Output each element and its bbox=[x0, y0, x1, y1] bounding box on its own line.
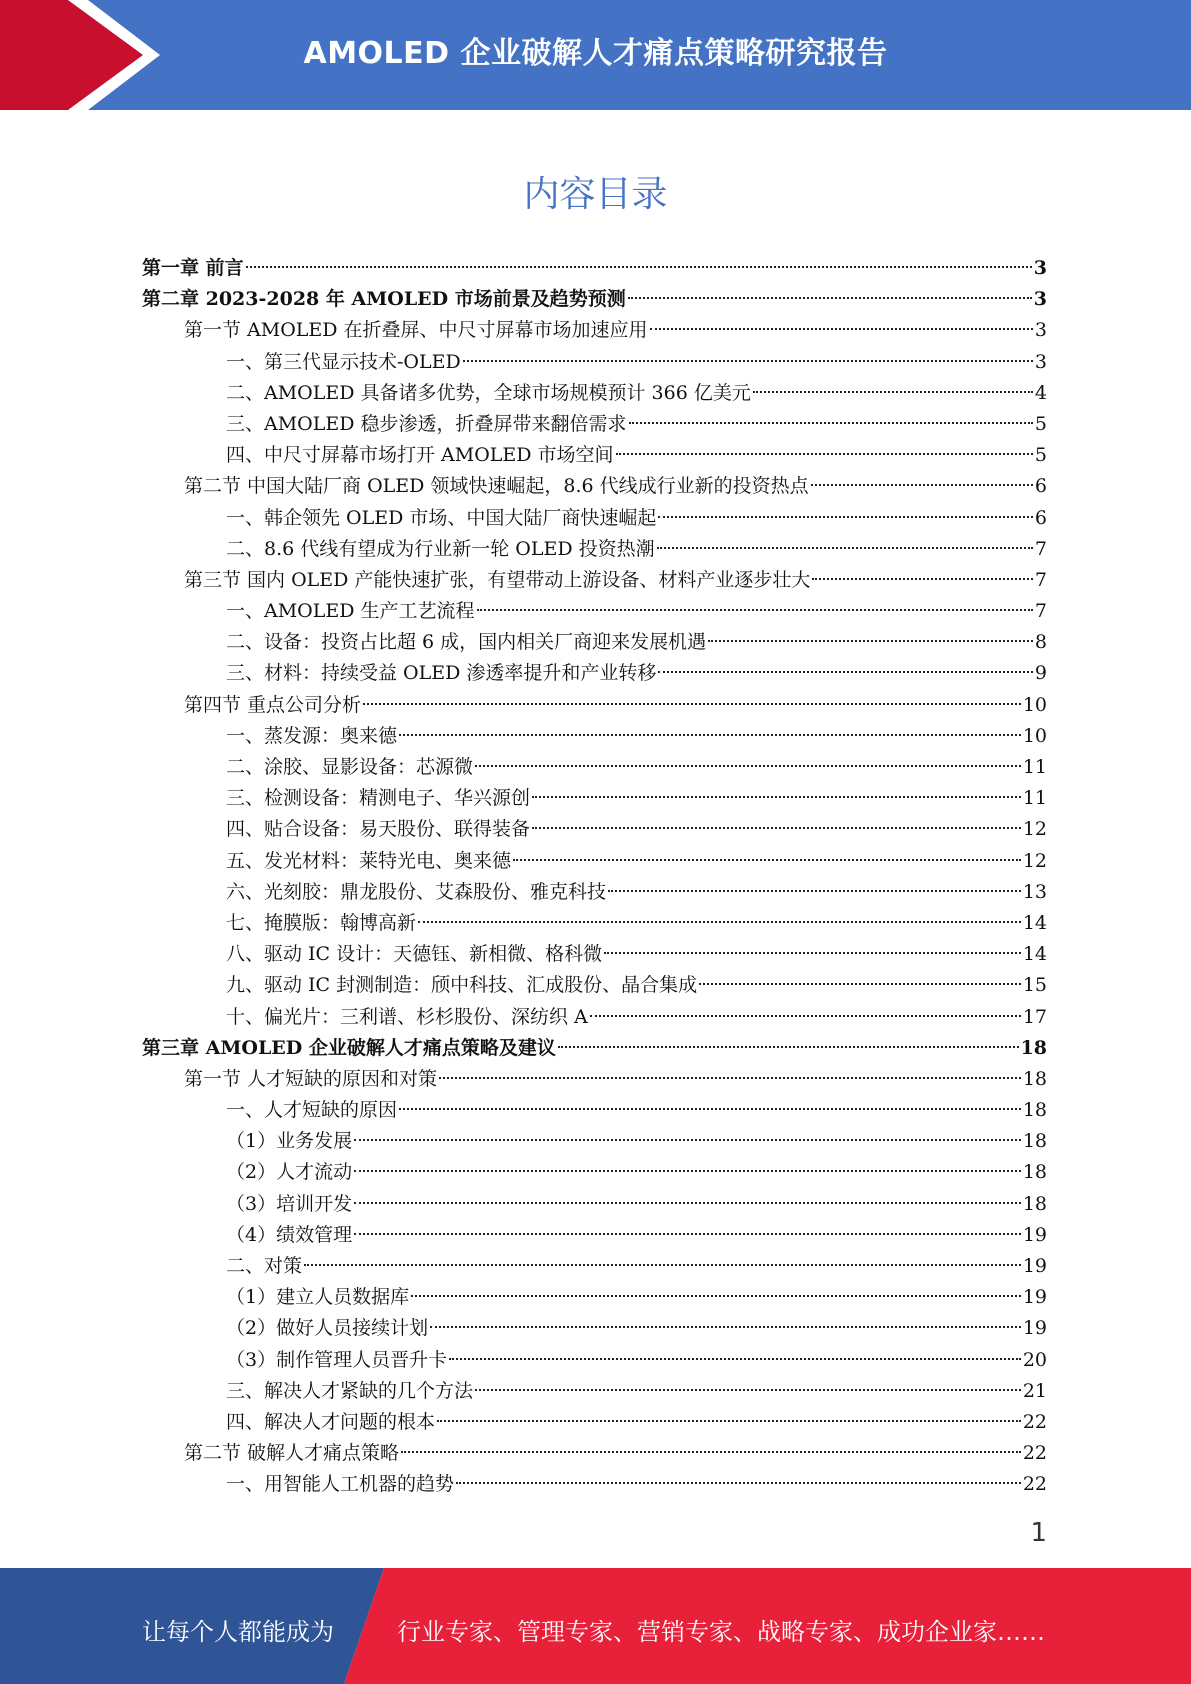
toc-entry-title: 三、材料：持续受益 OLED 渗透率提升和产业转移 bbox=[226, 662, 657, 685]
toc-dot-leader bbox=[437, 1420, 1021, 1422]
toc-entry-page: 17 bbox=[1022, 1005, 1047, 1028]
toc-dot-leader bbox=[608, 890, 1021, 892]
toc-entry-title: 三、解决人才紧缺的几个方法 bbox=[226, 1379, 474, 1402]
toc-entry-title: 二、8.6 代线有望成为行业新一轮 OLED 投资热潮 bbox=[226, 537, 655, 560]
toc-entry-title: 三、AMOLED 稳步渗透，折叠屏带来翻倍需求 bbox=[226, 412, 627, 435]
toc-entry[interactable] bbox=[142, 814, 1047, 845]
toc-entry-page: 14 bbox=[1022, 943, 1047, 966]
toc-entry-page: 18 bbox=[1022, 1192, 1047, 1215]
toc-entry-title: 第三章 AMOLED 企业破解人才痛点策略及建议 bbox=[142, 1036, 556, 1059]
toc-entry-page: 22 bbox=[1022, 1442, 1047, 1465]
toc-entry[interactable] bbox=[142, 503, 1047, 534]
toc-dot-leader bbox=[812, 578, 1032, 580]
toc-entry-title: （1）业务发展 bbox=[226, 1130, 353, 1153]
toc-dot-leader bbox=[354, 1233, 1021, 1235]
toc-dot-leader bbox=[363, 703, 1021, 705]
toc-entry[interactable] bbox=[142, 315, 1047, 346]
toc-entry-title: 第一节 AMOLED 在折叠屏、中尺寸屏幕市场加速应用 bbox=[184, 319, 648, 342]
toc-entry-title: （2）人才流动 bbox=[226, 1161, 353, 1184]
toc-entry-page: 8 bbox=[1034, 631, 1047, 654]
toc-entry[interactable] bbox=[142, 627, 1047, 658]
toc-entry-page: 4 bbox=[1034, 381, 1047, 404]
toc-dot-leader bbox=[430, 1326, 1021, 1328]
toc-entry-page: 18 bbox=[1022, 1130, 1047, 1153]
toc-dot-leader bbox=[463, 360, 1033, 362]
toc-entry[interactable] bbox=[142, 347, 1047, 378]
toc-entry-page: 3 bbox=[1034, 350, 1047, 373]
toc-entry-title: 二、对策 bbox=[226, 1255, 303, 1277]
toc-dot-leader bbox=[456, 1482, 1021, 1484]
toc-entry[interactable] bbox=[142, 471, 1047, 502]
toc-entry-page: 10 bbox=[1022, 724, 1047, 747]
toc-entry[interactable] bbox=[142, 1469, 1047, 1500]
toc-entry-page: 12 bbox=[1022, 818, 1047, 841]
toc-entry-title: 一、用智能人工机器的趋势 bbox=[226, 1473, 455, 1496]
toc-dot-leader bbox=[246, 266, 1032, 268]
toc-entry[interactable] bbox=[142, 534, 1047, 565]
toc-entry-title: 一、人才短缺的原因 bbox=[226, 1099, 398, 1122]
toc-entry-page: 20 bbox=[1022, 1348, 1047, 1371]
toc-dot-leader bbox=[439, 1077, 1021, 1079]
toc-entry-title: 九、驱动 IC 封测制造：颀中科技、汇成股份、晶合集成 bbox=[226, 974, 698, 997]
toc-entry-page: 19 bbox=[1022, 1317, 1047, 1340]
toc-entry[interactable] bbox=[142, 1251, 1047, 1282]
toc-entry-page: 21 bbox=[1022, 1379, 1047, 1402]
toc-entry[interactable] bbox=[142, 1282, 1047, 1313]
toc-entry-page: 19 bbox=[1022, 1223, 1047, 1246]
toc-dot-leader bbox=[399, 734, 1021, 736]
toc-entry[interactable] bbox=[142, 877, 1047, 908]
toc-dot-leader bbox=[401, 1451, 1021, 1453]
toc-entry-title: 二、设备：投资占比超 6 成，国内相关厂商迎来发展机遇 bbox=[226, 631, 707, 654]
toc-entry-page: 5 bbox=[1034, 412, 1047, 435]
toc-entry-title: 五、发光材料：莱特光电、奥来德 bbox=[226, 849, 512, 872]
toc-entry-page: 22 bbox=[1022, 1410, 1047, 1433]
toc-entry-title: 第一章 前言 bbox=[142, 257, 244, 279]
toc-entry-title: 一、韩企领先 OLED 市场、中国大陆厂商快速崛起 bbox=[226, 506, 657, 529]
page-header bbox=[0, 0, 1191, 110]
toc-dot-leader bbox=[449, 1358, 1021, 1360]
toc-entry-page: 18 bbox=[1022, 1161, 1047, 1184]
toc-entry-page: 3 bbox=[1033, 257, 1047, 279]
toc-entry-page: 7 bbox=[1034, 537, 1047, 560]
toc-entry[interactable] bbox=[142, 378, 1047, 409]
toc-entry-page: 15 bbox=[1022, 974, 1047, 997]
toc-dot-leader bbox=[475, 1389, 1021, 1391]
toc-entry[interactable] bbox=[142, 1095, 1047, 1126]
toc-entry-title: 第四节 重点公司分析 bbox=[184, 693, 362, 716]
toc-dot-leader bbox=[650, 328, 1033, 330]
toc-entry-title: 第二节 破解人才痛点策略 bbox=[184, 1442, 400, 1465]
toc-entry-title: （3）培训开发 bbox=[226, 1192, 353, 1215]
toc-dot-leader bbox=[658, 516, 1033, 518]
toc-entry-page: 18 bbox=[1022, 1099, 1047, 1122]
toc-entry-page: 19 bbox=[1022, 1255, 1047, 1277]
toc-dot-leader bbox=[532, 796, 1021, 798]
toc-entry[interactable] bbox=[142, 1064, 1047, 1095]
toc-entry[interactable] bbox=[142, 1345, 1047, 1376]
toc-entry-page: 6 bbox=[1034, 475, 1047, 498]
toc-entry-title: 六、光刻胶：鼎龙股份、艾森股份、雅克科技 bbox=[226, 880, 607, 903]
toc-entry[interactable] bbox=[142, 1376, 1047, 1407]
toc-dot-leader bbox=[304, 1264, 1021, 1266]
toc-entry[interactable] bbox=[142, 721, 1047, 752]
footer-slogan-right: 行业专家、管理专家、营销专家、战略专家、成功企业家…… bbox=[397, 1618, 1045, 1646]
toc-entry-page: 3 bbox=[1033, 288, 1047, 311]
toc-entry-title: 四、中尺寸屏幕市场打开 AMOLED 市场空间 bbox=[226, 444, 614, 467]
toc-entry[interactable] bbox=[142, 783, 1047, 814]
toc-entry[interactable] bbox=[142, 846, 1047, 877]
toc-dot-leader bbox=[604, 952, 1021, 954]
toc-entry-title: 七、掩膜版：翰博高新 bbox=[226, 911, 417, 934]
toc-dot-leader bbox=[753, 391, 1033, 393]
toc-dot-leader bbox=[513, 859, 1021, 861]
toc-dot-leader bbox=[699, 983, 1021, 985]
toc-dot-leader bbox=[399, 1108, 1021, 1110]
toc-entry[interactable] bbox=[142, 752, 1047, 783]
page-footer bbox=[0, 1568, 1191, 1684]
toc-entry[interactable] bbox=[142, 1438, 1047, 1469]
toc-entry[interactable] bbox=[142, 1033, 1047, 1064]
toc-entry-title: 第三节 国内 OLED 产能快速扩张，有望带动上游设备、材料产业逐步壮大 bbox=[184, 568, 811, 591]
toc-dot-leader bbox=[418, 921, 1021, 923]
toc-entry-page: 7 bbox=[1034, 600, 1047, 623]
toc-dot-leader bbox=[411, 1295, 1021, 1297]
toc-entry-page: 12 bbox=[1022, 849, 1047, 872]
toc-dot-leader bbox=[628, 297, 1032, 299]
toc-entry-page: 9 bbox=[1034, 662, 1047, 685]
toc-entry[interactable] bbox=[142, 1157, 1047, 1188]
toc-entry-page: 10 bbox=[1022, 693, 1047, 716]
toc-entry-title: （4）绩效管理 bbox=[226, 1223, 353, 1246]
table-of-contents bbox=[142, 253, 1047, 1501]
toc-entry-title: 第一节 人才短缺的原因和对策 bbox=[184, 1067, 438, 1090]
toc-entry[interactable] bbox=[142, 284, 1047, 315]
toc-entry-title: 四、贴合设备：易天股份、联得装备 bbox=[226, 818, 531, 841]
toc-entry[interactable] bbox=[142, 1002, 1047, 1033]
toc-dot-leader bbox=[657, 547, 1033, 549]
toc-entry-page: 13 bbox=[1022, 880, 1047, 903]
toc-dot-leader bbox=[590, 1015, 1021, 1017]
toc-entry-page: 11 bbox=[1022, 787, 1047, 810]
toc-dot-leader bbox=[354, 1202, 1021, 1204]
toc-entry-page: 19 bbox=[1022, 1286, 1047, 1309]
toc-entry[interactable] bbox=[142, 1126, 1047, 1157]
toc-entry-title: 八、驱动 IC 设计：天德钰、新相微、格科微 bbox=[226, 943, 603, 966]
toc-entry-page: 14 bbox=[1022, 911, 1047, 934]
toc-entry-title: 二、涂胶、显影设备：芯源微 bbox=[226, 756, 474, 778]
page-number: 1 bbox=[1030, 1518, 1047, 1548]
toc-entry-title: （2）做好人员接续计划 bbox=[226, 1317, 429, 1340]
toc-entry-title: 第二章 2023-2028 年 AMOLED 市场前景及趋势预测 bbox=[142, 288, 626, 311]
toc-entry-title: 第二节 中国大陆厂商 OLED 领域快速崛起，8.6 代线成行业新的投资热点 bbox=[184, 475, 809, 498]
toc-entry[interactable] bbox=[142, 1189, 1047, 1220]
toc-entry[interactable] bbox=[142, 1220, 1047, 1251]
toc-entry-page: 18 bbox=[1020, 1036, 1047, 1059]
toc-entry-page: 18 bbox=[1022, 1067, 1047, 1090]
footer-slogan-left: 让每个人都能成为 bbox=[142, 1618, 334, 1646]
toc-dot-leader bbox=[558, 1046, 1019, 1048]
toc-entry-title: （3）制作管理人员晋升卡 bbox=[226, 1348, 448, 1371]
toc-entry[interactable] bbox=[142, 1313, 1047, 1344]
toc-entry[interactable] bbox=[142, 690, 1047, 721]
toc-dot-leader bbox=[629, 422, 1033, 424]
toc-dot-leader bbox=[616, 453, 1033, 455]
toc-entry[interactable] bbox=[142, 658, 1047, 689]
toc-dot-leader bbox=[708, 640, 1033, 642]
toc-entry-title: 一、第三代显示技术-OLED bbox=[226, 350, 461, 373]
toc-entry-title: 一、AMOLED 生产工艺流程 bbox=[226, 600, 475, 623]
toc-entry-title: 十、偏光片：三利谱、杉杉股份、深纺织 A bbox=[226, 1005, 588, 1028]
toc-entry-page: 5 bbox=[1034, 444, 1047, 467]
toc-entry[interactable] bbox=[142, 596, 1047, 627]
toc-dot-leader bbox=[354, 1139, 1021, 1141]
toc-entry-page: 6 bbox=[1034, 506, 1047, 529]
toc-entry-page: 3 bbox=[1034, 319, 1047, 342]
toc-dot-leader bbox=[532, 827, 1021, 829]
toc-dot-leader bbox=[658, 671, 1033, 673]
toc-entry[interactable] bbox=[142, 409, 1047, 440]
toc-entry[interactable] bbox=[142, 1407, 1047, 1438]
toc-entry[interactable] bbox=[142, 565, 1047, 596]
toc-entry[interactable] bbox=[142, 908, 1047, 939]
toc-dot-leader bbox=[354, 1170, 1021, 1172]
toc-entry[interactable] bbox=[142, 440, 1047, 471]
toc-entry-title: 一、蒸发源：奥来德 bbox=[226, 724, 398, 747]
toc-dot-leader bbox=[811, 484, 1033, 486]
report-title: AMOLED 企业破解人才痛点策略研究报告 bbox=[303, 36, 888, 71]
toc-entry[interactable] bbox=[142, 253, 1047, 284]
toc-entry-title: （1）建立人员数据库 bbox=[226, 1286, 410, 1309]
toc-entry-title: 四、解决人才问题的根本 bbox=[226, 1410, 436, 1433]
toc-heading: 内容目录 bbox=[523, 174, 668, 215]
toc-dot-leader bbox=[475, 765, 1021, 767]
toc-entry[interactable] bbox=[142, 939, 1047, 970]
toc-entry-page: 7 bbox=[1034, 568, 1047, 591]
toc-entry-title: 二、AMOLED 具备诸多优势，全球市场规模预计 366 亿美元 bbox=[226, 381, 751, 404]
toc-entry-title: 三、检测设备：精测电子、华兴源创 bbox=[226, 787, 531, 810]
toc-entry-page: 11 bbox=[1022, 756, 1047, 778]
toc-entry[interactable] bbox=[142, 970, 1047, 1001]
toc-entry-page: 22 bbox=[1022, 1473, 1047, 1496]
toc-dot-leader bbox=[477, 609, 1033, 611]
